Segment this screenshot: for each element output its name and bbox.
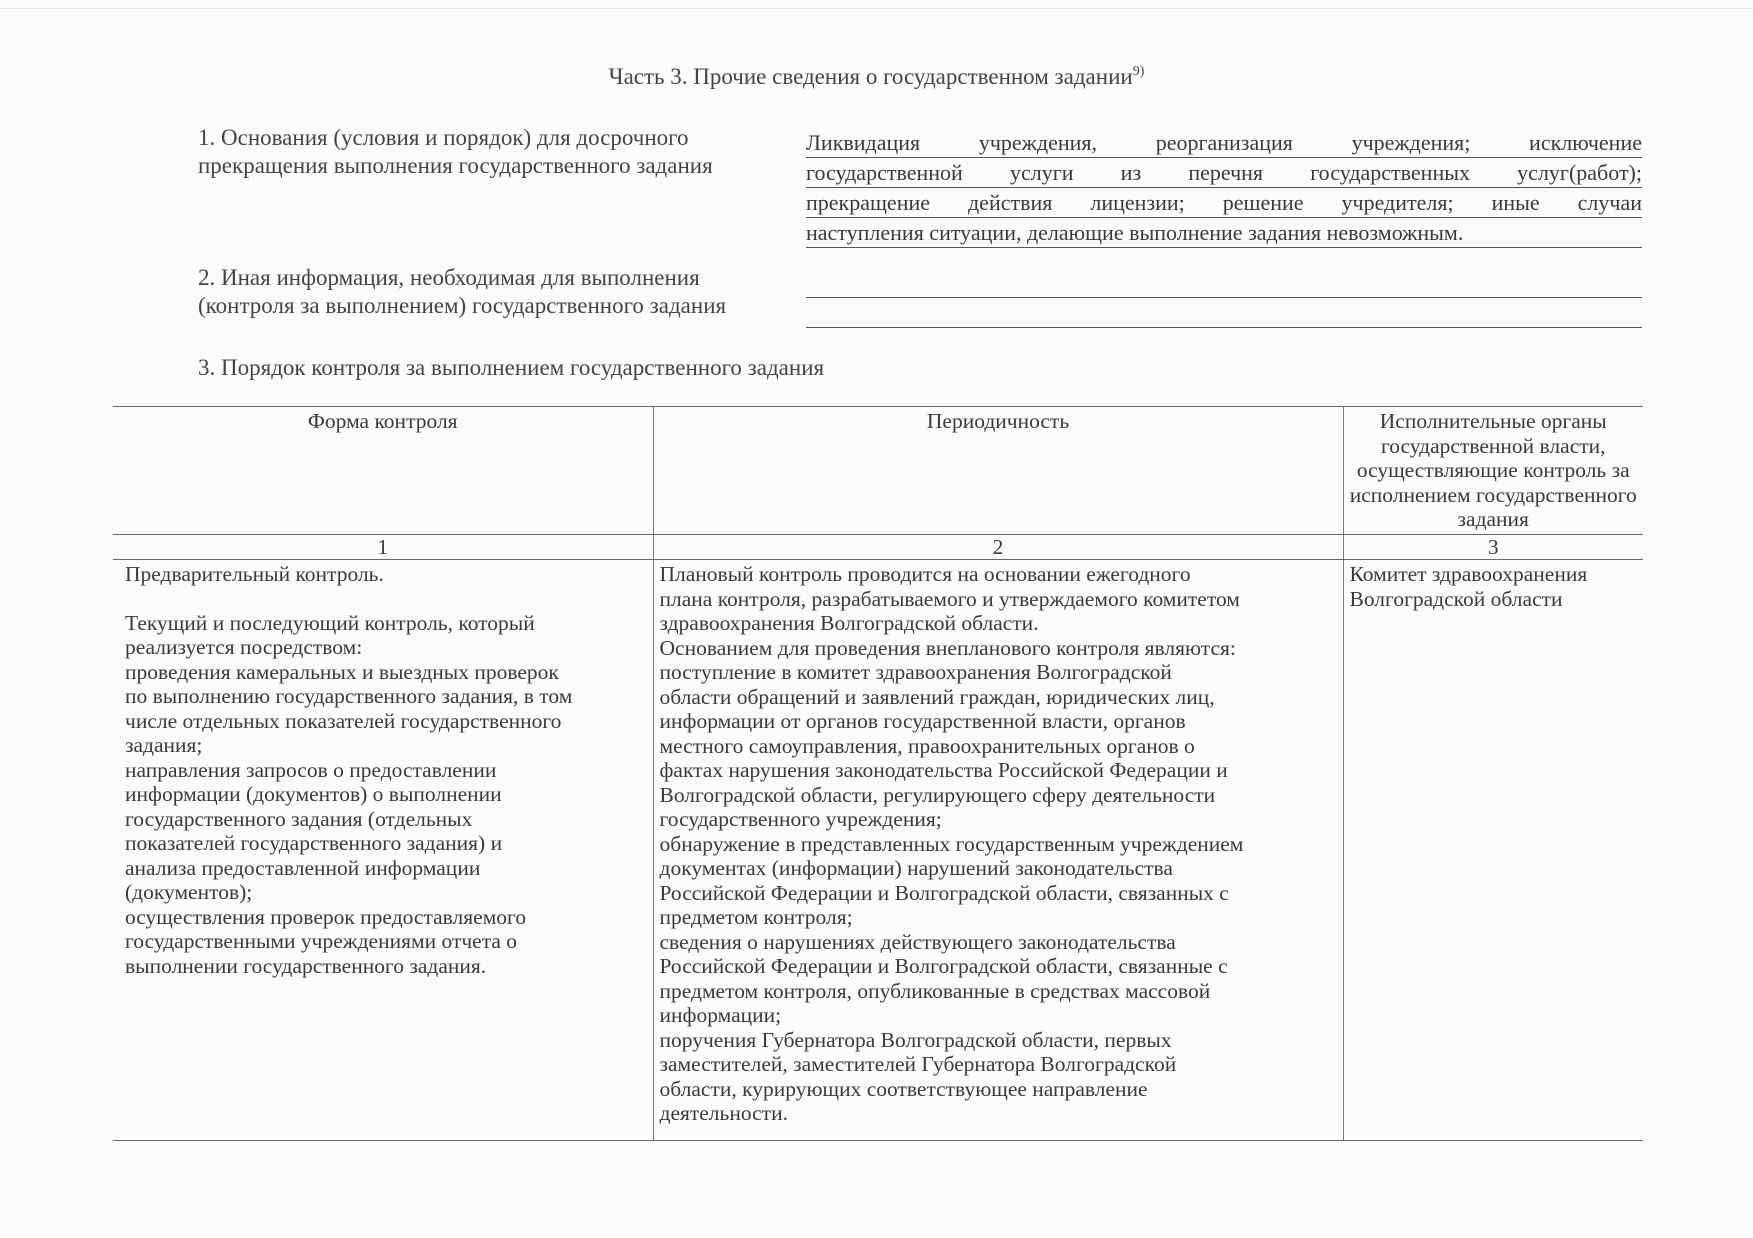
table-column-numbers-row: [113, 535, 1643, 560]
executive-bodies-cell: Комитет здравоохранения Волгоградской области: [1343, 560, 1643, 1141]
column-number: 1: [113, 535, 653, 560]
table-header-row: [113, 407, 1643, 535]
section3-label: 3. Порядок контроля за выполнением государственного задания: [198, 355, 825, 380]
section1-value-line: Ликвидация учреждения, реорганизация учреждения; исключение: [806, 128, 1642, 158]
header-periodicity: Периодичность: [653, 407, 1343, 535]
section2-blank-line: [806, 327, 1642, 328]
section1-value-line: прекращение действия лицензии; решение учредителя; иные случаи: [806, 188, 1642, 218]
control-table: [113, 406, 1643, 1141]
table-row: [113, 560, 1643, 1141]
column-number: 2: [653, 535, 1343, 560]
title-footnote-mark: 9): [1132, 64, 1145, 79]
header-executive-bodies: Исполнительные органы государственной власти, осуществляющие контроль за исполнением государственного задания: [1343, 407, 1643, 535]
section1-value-line: государственной услуги из перечня государственных услуг(работ);: [806, 158, 1642, 188]
column-number: 3: [1343, 535, 1643, 560]
section1-value: [806, 128, 1642, 248]
page-top-edge: [0, 8, 1753, 9]
page-title: Часть 3. Прочие сведения о государственном задании$^{9)}$: [608, 64, 1145, 89]
section2-label: 2. Иная информация, необходимая для выполнения (контроля за выполнением) государственного задания: [198, 265, 727, 318]
section1-label: 1. Основания (условия и порядок) для досрочного прекращения выполнения государственного задания: [198, 125, 713, 178]
form-of-control-cell: Предварительный контроль. Текущий и последующий контроль, который реализуется посредством: проведения камеральных и выездных проверок по выполнению государственного задания, в том числе отдельных показателей государственного задания; направления запросов о предоставлении информации (документов) о выполнении государственного задания (отдельных показателей государственного задания) и анализа предоставленной информации (документов); осуществления проверок предоставляемого государственными учреждениями отчета о выполнении государственного задания.: [113, 560, 653, 1141]
periodicity-cell: Плановый контроль проводится на основании ежегодного плана контроля, разрабатываемого и утверждаемого комитетом здравоохранения Волгоградской области. Основанием для проведения внепланового контроля являются: поступление в комитет здравоохранения Волгоградской области обращений и заявлений граждан, юридических лиц, информации от органов государственной власти, органов местного самоуправления, правоохранительных органов о фактах нарушения законодательства Российской Федерации и Волгоградской области, регулирующего сферу деятельности государственного учреждения; обнаружение в представленных государственным учреждением документах (информации) нарушений законодательства Российской Федерации и Волгоградской области, связанных с предметом контроля; сведения о нарушениях действующего законодательства Российской Федерации и Волгоградской области, связанные с предметом контроля, опубликованные в средствах массовой информации; поручения Губернатора Волгоградской области, первых заместителей, заместителей Губернатора Волгоградской области, курирующих соответствующее направление деятельности.: [653, 560, 1343, 1141]
section1-value-line: наступления ситуации, делающие выполнение задания невозможным.: [806, 218, 1642, 248]
section2-blank-line: [806, 297, 1642, 298]
header-form-of-control: Форма контроля: [113, 407, 653, 535]
